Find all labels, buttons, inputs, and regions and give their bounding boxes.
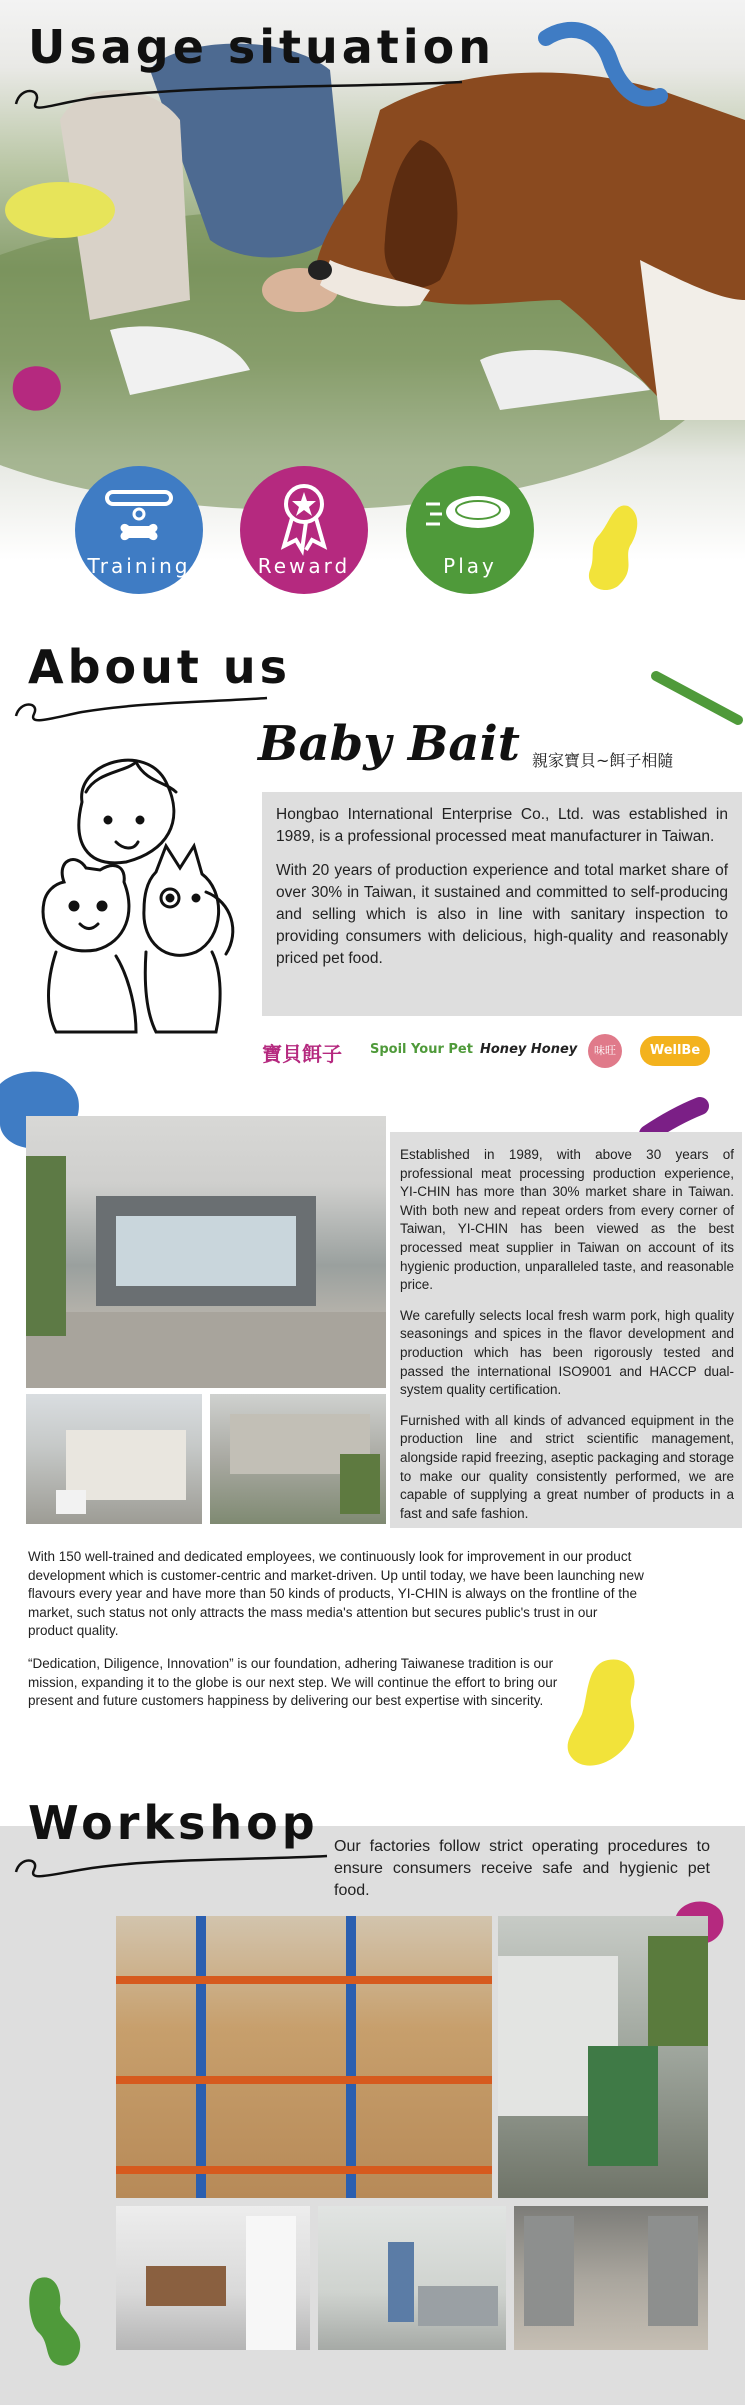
baby-bait-logo: Baby Bait [258,716,520,772]
weighing-station-photo [116,2206,310,2350]
loading-forklift-photo [498,1916,708,2198]
partner-logos-row [258,1030,728,1072]
usage-title: Usage situation [28,20,495,74]
about-title: About us [28,640,292,694]
factory-text [400,1146,734,1523]
blue-ribbon-decoration [540,20,670,120]
factory-yard-photo [210,1394,386,1524]
factory-paragraph: Established in 1989, with above 30 years of professional meat processing production experience, YI-CHIN has more than 30% market share in Taiwan. With both new and repeat orders from every corner of Taiwan, YI-CHIN has been viewed as the best processed meat supplier in Taiwan on account of its hygienic production, unparalleled taste, and reasonable price. [400,1147,734,1293]
play-badge [406,466,534,594]
play-label: Play [443,554,497,578]
intro-paragraph: With 20 years of production experience and total market share of over 30% in Taiwan, it sustained and committed to self-producing and selling which is also in line with sanitary inspection to providing consumers with delicious, high-quality and reasonably priced pet food. [276,862,728,967]
yellow-splash-decoration [556,1654,652,1774]
partner-logo: WellBe [640,1036,710,1066]
training-label: Training [87,554,191,578]
title-underline-squiggle [12,692,272,726]
title-underline-squiggle [12,74,462,114]
bone-collar-icon [99,484,179,554]
workshop-title: Workshop [28,1796,319,1850]
usage-hero [0,0,745,578]
processing-room-photo [318,2206,506,2350]
magenta-blob-decoration [6,360,66,416]
reward-badge [240,466,368,594]
factory-entrance-photo [26,1116,386,1388]
workshop-description: Our factories follow strict operating procedures to ensure consumers receive safe and hygienic pet food. [334,1838,710,1899]
partner-logo: 寶貝餌子 [262,1042,342,1066]
factory-paragraph: Furnished with all kinds of advanced equipment in the production line and strict scientific management, alongside rapid freezing, aseptic packaging and storage to make our quality consistently performed, we are capable of supplying a great number of products in a fast and safe fashion. [400,1412,734,1521]
reward-label: Reward [257,554,351,578]
frisbee-icon [424,484,516,544]
training-badge [75,466,203,594]
yellow-splash-decoration [576,500,656,600]
partner-logo: Spoil Your Pet [370,1042,473,1057]
green-stroke-decoration [650,668,745,728]
ribbon-medal-icon [274,478,334,556]
warehouse-shelves-photo [116,1916,492,2198]
intro-text [276,804,728,970]
closing-paragraph: With 150 well-trained and dedicated employees, we continuously look for improvement in our product development which is customer-centric and market-driven. Up until today, we have been launching new flavours every year and have more than 50 kinds of products, YI-CHIN is always on the frontline of the market, such status not only attracts the mass media's attention but secures public's trust in our product quality. [28,1549,644,1639]
partner-logo: Honey Honey [480,1042,578,1057]
closing-paragraph: “Dedication, Diligence, Innovation” is our foundation, adhering Taiwanese tradition is our mission, expanding it to the globe is our next step. We will continue the effort to bring our present and future customers happiness by delivering our best expertise with sincerity. [28,1655,558,1709]
factory-building-photo [26,1394,202,1524]
boy-with-cats-illustration [16,742,248,1042]
oven-corridor-photo [514,2206,708,2350]
workshop-text [334,1836,710,1902]
closing-text [28,1548,646,1711]
factory-paragraph: We carefully selects local fresh warm pork, high quality seasonings and spices in the flavor development and production which has been rigorously tested and passed the international ISO9001 and HACCP dual-system quality certification. [400,1307,734,1398]
partner-logo: 味旺 [588,1034,622,1068]
green-splash-decoration [26,2272,94,2372]
brand-tagline: 親家寶貝~餌子相隨 [532,751,674,770]
intro-paragraph: Hongbao International Enterprise Co., Ltd. was established in 1989, is a professional processed meat manufacturer in Taiwan. [276,806,728,845]
title-underline-squiggle [12,1848,332,1882]
